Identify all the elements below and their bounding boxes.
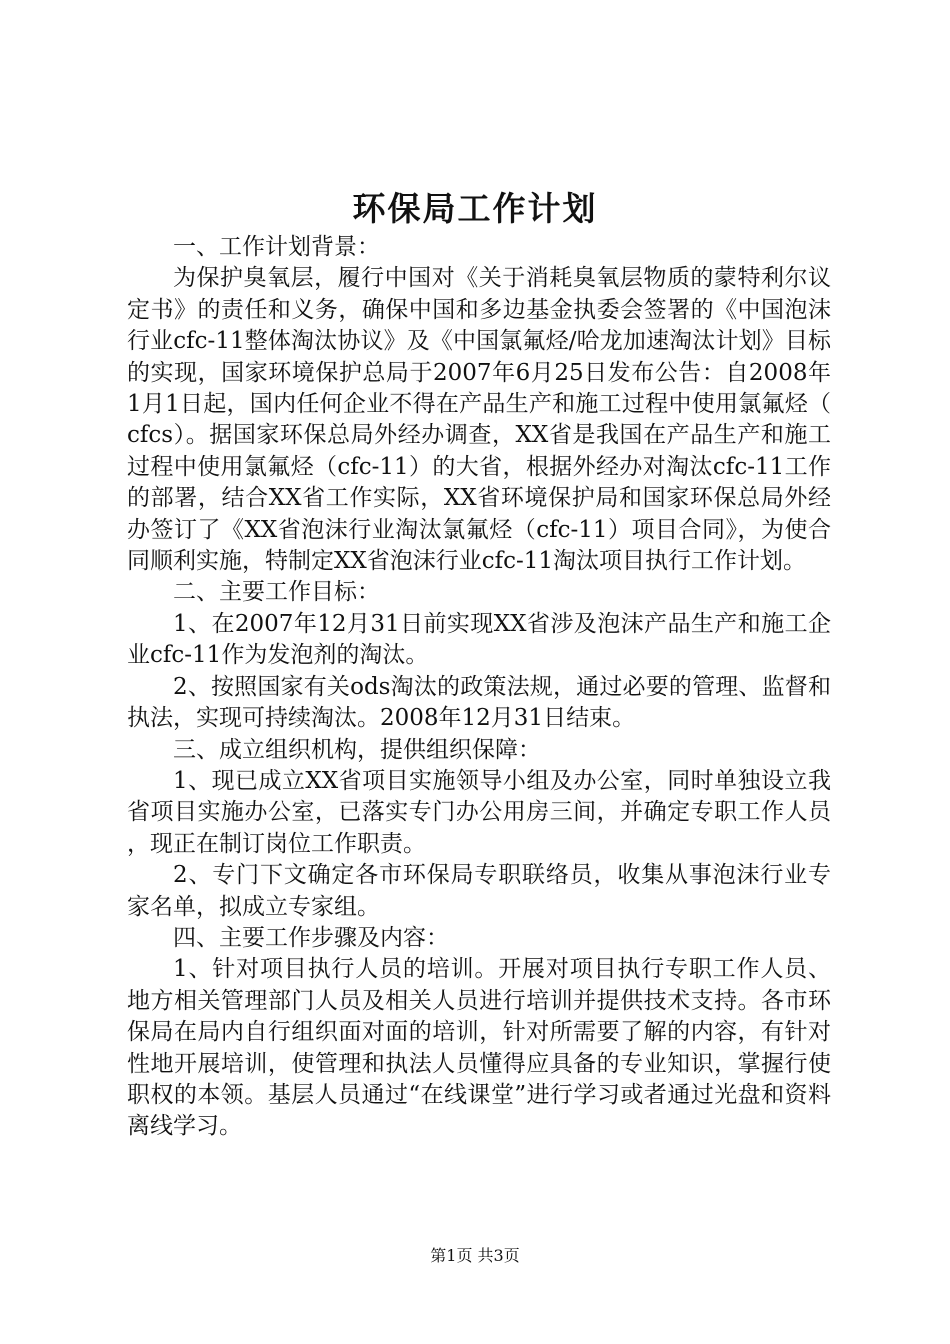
page-number-footer: 第1页 共3页	[430, 1246, 520, 1265]
paragraph-step-1: 1、针对项目执行人员的培训。开展对项目执行专职工作人员、地方相关管理部门人员及相关人员进行培训并提供技术支持。各市环保局在局内自行组织面对面的培训，针对所需要了解的内容，有针对性地开展培训，使管理和执法人员懂得应具备的专业知识，掌握行使职权的本领。基层人员通过“在线课堂”进行学习或者通过光盘和资料离线学习。	[127, 956, 831, 1140]
section-heading-goals: 二、主要工作目标：	[173, 579, 380, 606]
paragraph-organization-1: 1、现已成立XX省项目实施领导小组及办公室，同时单独设立我省项目实施办公室，已落实专门办公用房三间，并确定专职工作人员，现正在制订岗位工作职责。	[127, 767, 831, 857]
document-body	[127, 232, 831, 1143]
section-heading-steps: 四、主要工作步骤及内容：	[173, 924, 449, 951]
paragraph-goal-1: 1、在2007年12月31日前实现XX省涉及泡沫产品生产和施工企业cfc-11作为发泡剂的淘汰。	[127, 610, 831, 669]
section-heading-background: 一、工作计划背景：	[173, 234, 380, 260]
document-title: 环保局工作计划	[352, 189, 598, 228]
section-heading-organization: 三、成立组织机构，提供组织保障：	[173, 736, 541, 763]
paragraph-goal-2: 2、按照国家有关ods淘汰的政策法规，通过必要的管理、监督和执法，实现可持续淘汰。2008年12月31日结束。	[127, 673, 831, 732]
paragraph-organization-2: 2、专门下文确定各市环保局专职联络员，收集从事泡沫行业专家名单，拟成立专家组。	[127, 862, 831, 920]
paragraph-background: 为保护臭氧层，履行中国对《关于消耗臭氧层物质的蒙特利尔议定书》的责任和义务，确保中国和多边基金执委会签署的《中国泡沫行业cfc-11整体淘汰协议》及《中国氯氟烃/哈龙加速淘汰计划》目标的实现，国家环境保护总局于2007年6月25日发布公告：自2008年1月1日起，国内任何企业不得在产品生产和施工过程中使用氯氟烃（cfcs）。据国家环保总局外经办调查，XX省是我国在产品生产和施工过程中使用氯氟烃（cfc-11）的大省，根据外经办对淘汰cfc-11工作的部署，结合XX省工作实际，XX省环境保护局和国家环保总局外经办签订了《XX省泡沫行业淘汰氯氟烃（cfc-11）项目合同》，为使合同顺利实施，特制定XX省泡沫行业cfc-11淘汰项目执行工作计划。	[127, 265, 831, 575]
